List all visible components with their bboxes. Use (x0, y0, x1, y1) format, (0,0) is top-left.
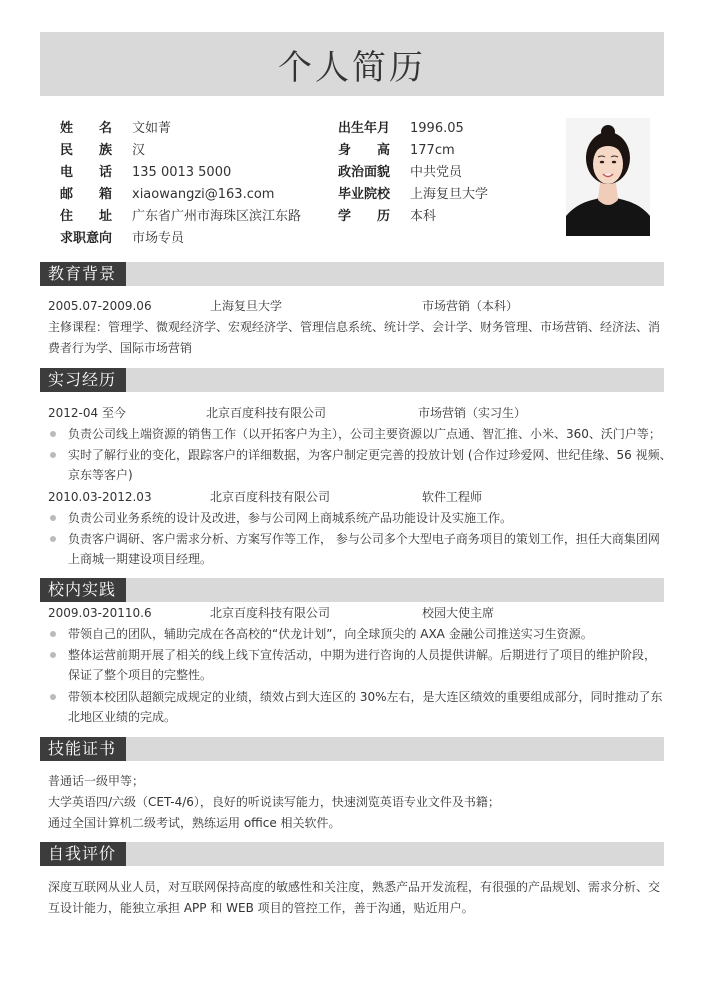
bullet-item (48, 508, 656, 528)
job-role: 市场营销（实习生） (418, 406, 527, 420)
job-org: 北京百度科技有限公司 (206, 406, 327, 420)
info-label: 毕业院校 (338, 187, 391, 202)
section-title: 教育背景 (40, 262, 126, 286)
bullet-text: 上商城一期建设项目经理。 (68, 552, 213, 566)
edu-role: 市场营销（本科） (422, 299, 519, 313)
section-title: 校内实践 (40, 578, 126, 602)
skill-line: 通过全国计算机二级考试，熟练运用 office 相关软件。 (48, 816, 341, 830)
info-label: 学历 (338, 209, 390, 224)
info-label: 住址 (60, 209, 112, 224)
self-eval-line: 互设计能力，能独立承担 APP 和 WEB 项目的管控工作，善于沟通，贴近用户。 (48, 901, 474, 915)
profile-photo (566, 118, 650, 236)
section-title: 实习经历 (40, 368, 126, 392)
info-label: 求职意向 (60, 231, 113, 246)
bullet-icon (50, 631, 56, 637)
bullet-text: 负责公司业务系统的设计及改进，参与公司网上商城系统产品功能设计及实施工作。 (68, 511, 513, 525)
info-label: 出生年月 (338, 121, 391, 136)
info-label: 姓名 (60, 121, 112, 136)
campus-period: 2009.03-20110.6 (48, 606, 152, 620)
bullet-text: 实时了解行业的变化，跟踪客户的详细数据，为客户制定更完善的投放计划 (合作过珍爱网、世纪佳缘、56 视频、 (68, 448, 672, 462)
bullet-item (48, 424, 661, 444)
bullet-text: 整体运营前期开展了相关的线上线下宣传活动，中期为进行咨询的人员提供讲解。后期进行了项目的维护阶段， (68, 648, 657, 662)
skills-block (48, 771, 656, 835)
bullet-item (48, 645, 656, 685)
bullet-text: 京东等客户) (68, 468, 133, 482)
job-period: 2012-04 至今 (48, 406, 126, 420)
section-header-skills (40, 737, 664, 761)
job-org: 北京百度科技有限公司 (210, 490, 331, 504)
info-label: 电话 (60, 165, 112, 180)
campus-block (48, 603, 663, 729)
section-header-self (40, 842, 664, 866)
campus-org: 北京百度科技有限公司 (210, 606, 331, 620)
bullet-text: 带领自己的团队，辅助完成在各高校的“伏龙计划”，向全球顶尖的 AXA 金融公司推送实习生资源。 (68, 627, 593, 641)
section-header-campus (40, 578, 664, 602)
bullet-icon (50, 452, 56, 458)
section-title: 技能证书 (40, 737, 126, 761)
self-eval-line: 深度互联网从业人员，对互联网保持高度的敏感性和关注度，熟悉产品开发流程，有很强的产品规划、需求分析、交 (48, 880, 661, 894)
job-period: 2010.03-2012.03 (48, 490, 152, 504)
edu-org: 上海复旦大学 (210, 299, 283, 313)
resume-title-bar (40, 32, 664, 96)
info-label: 民族 (60, 143, 112, 158)
edu-courses-line: 费者行为学、国际市场营销 (48, 341, 193, 355)
info-value: xiaowangzi@163.com (132, 187, 275, 202)
info-value: 135 0013 5000 (132, 165, 232, 180)
section-header-education (40, 262, 664, 286)
bullet-text: 负责公司线上端资源的销售工作（以开拓客户为主），公司主要资源以广点通、智汇推、小米、360、沃门户等； (68, 427, 661, 441)
skill-line: 大学英语四/六级（CET-4/6），良好的听说读写能力，快速浏览英语专业文件及书籍； (48, 795, 500, 809)
page-title: 个人简历 (278, 47, 426, 88)
bullet-item (48, 445, 672, 485)
bullet-item (48, 529, 660, 569)
self-evaluation-block (48, 877, 661, 921)
campus-role: 校园大使主席 (422, 606, 495, 620)
bullet-text: 负责客户调研、客户需求分析、方案写作等工作， 参与公司多个大型电子商务项目的策划工作，担任大商集团网 (68, 532, 660, 546)
skill-line: 普通话一级甲等； (48, 774, 145, 788)
edu-period: 2005.07-2009.06 (48, 299, 152, 313)
bullet-icon (50, 536, 56, 542)
bullet-item (48, 624, 656, 644)
info-value: 中共党员 (410, 165, 463, 180)
education-block (48, 296, 661, 362)
info-label: 身高 (338, 143, 390, 158)
bullet-text: 保证了整个项目的完整性。 (68, 668, 213, 682)
job-role: 软件工程师 (422, 490, 483, 504)
info-value: 市场专员 (132, 231, 185, 246)
bullet-icon (50, 515, 56, 521)
info-label: 邮箱 (60, 187, 112, 202)
bullet-item (48, 687, 663, 727)
info-value: 上海复旦大学 (410, 187, 489, 202)
bullet-icon (50, 652, 56, 658)
internship-block (48, 403, 672, 568)
bullet-icon (50, 431, 56, 437)
section-header-internship (40, 368, 664, 392)
info-value: 本科 (410, 209, 437, 224)
section-title: 自我评价 (40, 842, 126, 866)
bullet-text: 带领本校团队超额完成规定的业绩，绩效占到大连区的 30%左右，是大连区绩效的重要组成部分，同时推动了东 (68, 690, 663, 704)
info-value: 汉 (132, 143, 146, 158)
bullet-text: 北地区业绩的完成。 (68, 710, 177, 724)
info-value: 文如菁 (132, 121, 172, 136)
bullet-icon (50, 694, 56, 700)
info-value: 广东省广州市海珠区滨江东路 (132, 209, 302, 224)
info-label: 政治面貌 (338, 165, 391, 180)
edu-courses-line: 主修课程：管理学、微观经济学、宏观经济学、管理信息系统、统计学、会计学、财务管理、市场营销、经济法、消 (48, 320, 661, 334)
info-value: 1996.05 (410, 121, 464, 136)
info-value: 177cm (410, 143, 455, 158)
